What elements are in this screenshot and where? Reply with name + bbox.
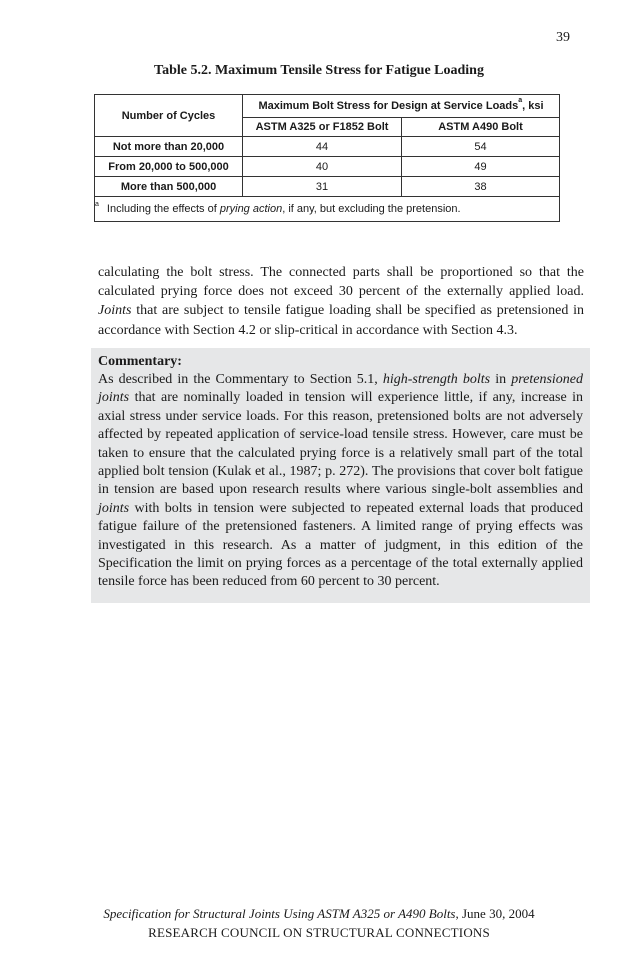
table-footnote-row: [95, 197, 560, 222]
footer-spec-title: [0, 906, 638, 922]
commentary-text-3: that are nominally loaded in tension will experience little, if any, increase in axial stress under service loads. For this reason, pretensioned bolts are not adversely affected by repeated application of service-load tensile stress. However, care must be taken to ensure that the calculated prying force is a relatively small part of the total applied bolt tension (Kulak et al., 1987; p. 272). The provisions that cover bolt fatigue in tension are based upon research results where various single-bolt assemblies and: [98, 390, 583, 498]
commentary-heading: Commentary:: [98, 354, 182, 369]
table-footnote: [95, 197, 560, 222]
a325-value-cell: 44: [243, 137, 402, 157]
table-row: [95, 177, 560, 197]
footnote-mark: a: [95, 201, 99, 208]
header-astm-a490: ASTM A490 Bolt: [402, 118, 560, 137]
paragraph-text-2: that are subject to tensile fatigue loading shall be specified as pretensioned in accordance with Section 4.2 or slip-critical in accordance with Section 4.3.: [98, 303, 584, 338]
commentary-text-1: As described in the Commentary to Section 5.1,: [98, 372, 383, 387]
commentary-text-2: in: [490, 372, 512, 387]
footer-spec-name: Specification for Structural Joints Using ASTM A325 or A490 Bolts: [103, 906, 456, 921]
header-max-bolt-stress: [243, 95, 560, 118]
footnote-text-end: , if any, but excluding the pretension.: [282, 203, 461, 215]
paragraph-term-joints: Joints: [98, 303, 132, 319]
cycles-cell: Not more than 20,000: [95, 137, 243, 157]
cycles-cell: More than 500,000: [95, 177, 243, 197]
header-number-of-cycles: Number of Cycles: [95, 95, 243, 137]
cycles-cell: From 20,000 to 500,000: [95, 157, 243, 177]
a490-value-cell: 54: [402, 137, 560, 157]
table-row: [95, 137, 560, 157]
commentary-box: [91, 348, 590, 603]
table-title: Table 5.2. Maximum Tensile Stress for Fatigue Loading: [154, 63, 484, 78]
page-number: 39: [556, 30, 570, 45]
commentary-text-4: with bolts in tension were subjected to repeated external loads that produced fatigue failure of the pretensioned fasteners. A limited range of prying effects was investigated in this research. As a matter of judgment, in this edition of the Specification the limit on prying forces as a percentage of the total externally applied tensile force has been reduced from 60 percent to 30 percent.: [98, 500, 583, 590]
a490-value-cell: 49: [402, 157, 560, 177]
body-paragraph: [98, 263, 584, 340]
footer-date: , June 30, 2004: [455, 906, 535, 921]
a325-value-cell: 40: [243, 157, 402, 177]
footnote-term: prying action: [219, 203, 283, 215]
fatigue-stress-table: [94, 94, 560, 222]
header-astm-a325: ASTM A325 or F1852 Bolt: [243, 118, 402, 137]
term-high-strength-bolts: high-strength bolts: [382, 372, 491, 387]
footer-council: RESEARCH COUNCIL ON STRUCTURAL CONNECTIONS: [148, 925, 490, 940]
term-pretensioned-joints: pretensioned joints: [98, 372, 584, 406]
paragraph-text-1: calculating the bolt stress. The connected parts shall be proportioned so that the calculated prying force does not exceed 30 percent of the externally applied load.: [98, 265, 584, 300]
header-footnote-mark: a: [518, 97, 523, 104]
term-joints: joints: [98, 500, 130, 516]
footnote-text-start: Including the effects of: [106, 203, 220, 215]
a325-value-cell: 31: [243, 177, 402, 197]
table-row: [95, 157, 560, 177]
header-max-bolt-stress-label: Maximum Bolt Stress for Design at Service Loads: [258, 100, 519, 112]
header-unit: , ksi: [522, 100, 544, 112]
commentary-text: [98, 371, 583, 592]
a490-value-cell: 38: [402, 177, 560, 197]
